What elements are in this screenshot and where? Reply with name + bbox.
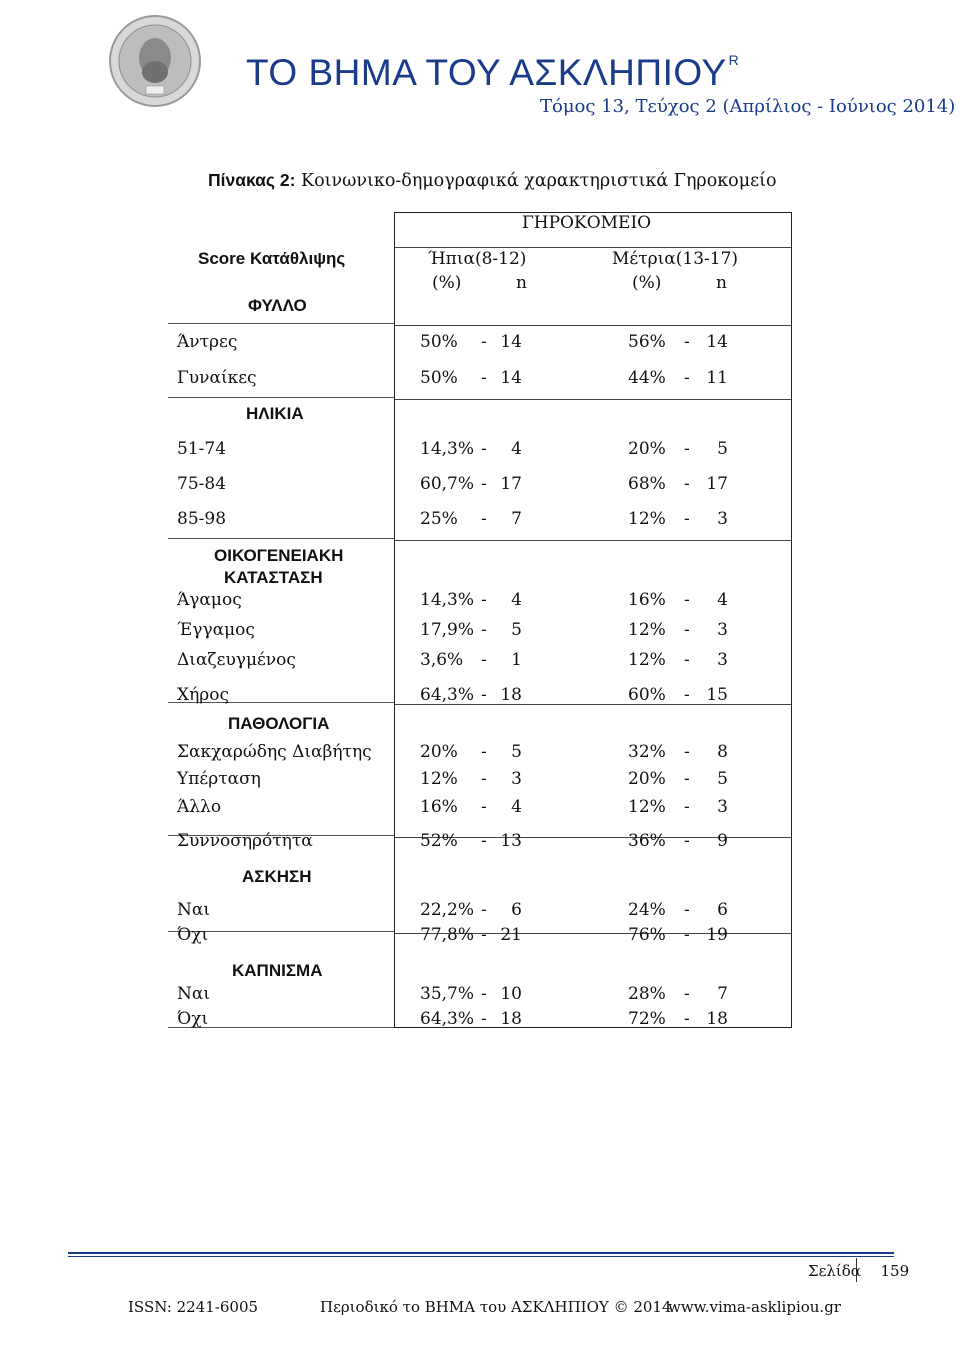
cell-dash: -	[481, 900, 487, 920]
cell-dash: -	[684, 831, 690, 851]
row-label: Σακχαρώδης Διαβήτης	[177, 742, 372, 762]
cell-dash: -	[684, 769, 690, 789]
cell-dash: -	[684, 620, 690, 640]
footer-rule	[68, 1256, 894, 1257]
left-divider	[168, 538, 394, 539]
page-label: Σελίδα	[808, 1262, 861, 1280]
cell-n-mild: 13	[500, 831, 522, 851]
cell-dash: -	[684, 685, 690, 705]
cell-dash: -	[481, 742, 487, 762]
cell-pct-mild: 64,3%	[420, 685, 475, 705]
row-label: Γυναίκες	[177, 368, 257, 388]
cell-dash: -	[481, 769, 487, 789]
cell-n-mild: 18	[500, 685, 522, 705]
row-label: Υπέρταση	[177, 769, 261, 789]
cell-pct-mild: 3,6%	[420, 650, 464, 670]
cell-n-moderate: 3	[717, 620, 728, 640]
cell-dash: -	[684, 797, 690, 817]
cell-n-moderate: 11	[706, 368, 728, 388]
cell-dash: -	[684, 332, 690, 352]
cell-n-moderate: 3	[717, 797, 728, 817]
cell-n-mild: 18	[500, 1009, 522, 1029]
cell-n-mild: 4	[511, 590, 522, 610]
cell-pct-moderate: 72%	[628, 1009, 666, 1029]
cell-n-mild: 21	[500, 925, 522, 945]
cell-dash: -	[481, 650, 487, 670]
cell-n-mild: 7	[511, 509, 522, 529]
cell-pct-moderate: 12%	[628, 650, 666, 670]
row-label: Χήρος	[177, 685, 230, 705]
cell-dash: -	[481, 1009, 487, 1029]
cell-pct-moderate: 24%	[628, 900, 666, 920]
journal-title-text: ΤΟ ΒΗΜΑ ΤΟΥ ΑΣΚΛΗΠΙΟΥ	[246, 52, 727, 93]
section-family-2: ΚΑΤΑΣΤΑΣΗ	[224, 568, 323, 587]
section-smoking: ΚΑΠΝΙΣΜΑ	[232, 961, 323, 980]
cell-pct-mild: 25%	[420, 509, 458, 529]
cell-n-moderate: 5	[717, 769, 728, 789]
page-number	[808, 1262, 909, 1280]
cell-pct-mild: 14,3%	[420, 590, 475, 610]
cell-dash: -	[481, 509, 487, 529]
cell-pct-moderate: 68%	[628, 474, 666, 494]
score-label: Score Κατάθλιψης	[198, 249, 346, 268]
cell-n-moderate: 8	[717, 742, 728, 762]
section-sex: ΦΥΛΛΟ	[248, 296, 307, 315]
section-pathology: ΠΑΘΟΛΟΓΙΑ	[228, 714, 330, 733]
cell-n-mild: 1	[511, 650, 522, 670]
cell-pct-mild: 35,7%	[420, 984, 475, 1004]
cell-n-mild: 14	[500, 332, 522, 352]
cell-pct-mild: 60,7%	[420, 474, 475, 494]
row-label: Συννοσηρότητα	[177, 831, 313, 851]
cell-pct-mild: 50%	[420, 368, 458, 388]
cell-pct-mild: 52%	[420, 831, 458, 851]
group-header: ΓΗΡΟΚΟΜΕΙΟ	[522, 213, 652, 233]
row-label: Ναι	[177, 984, 211, 1004]
row-label: Άλλο	[177, 797, 222, 817]
row-divider	[395, 399, 791, 400]
row-label: 85-98	[177, 509, 227, 529]
cell-n-mild: 6	[511, 900, 522, 920]
left-divider	[168, 397, 394, 398]
cell-dash: -	[481, 831, 487, 851]
cell-dash: -	[481, 925, 487, 945]
cell-n-mild: 3	[511, 769, 522, 789]
cell-n-moderate: 17	[706, 474, 728, 494]
cell-n-moderate: 6	[717, 900, 728, 920]
cell-n-moderate: 19	[706, 925, 728, 945]
cell-dash: -	[684, 439, 690, 459]
caption-label: Πίνακας 2:	[208, 170, 296, 190]
cell-pct-mild: 16%	[420, 797, 458, 817]
cell-pct-moderate: 20%	[628, 439, 666, 459]
row-label: 51-74	[177, 439, 227, 459]
cell-pct-mild: 64,3%	[420, 1009, 475, 1029]
cell-dash: -	[481, 474, 487, 494]
cell-n-mild: 14	[500, 368, 522, 388]
journal-logo	[108, 14, 202, 108]
cell-pct-moderate: 12%	[628, 620, 666, 640]
cell-pct-mild: 50%	[420, 332, 458, 352]
cell-dash: -	[684, 509, 690, 529]
cell-pct-moderate: 32%	[628, 742, 666, 762]
cell-dash: -	[684, 590, 690, 610]
row-label: Όχι	[177, 1009, 209, 1029]
row-label: Όχι	[177, 925, 209, 945]
row-divider	[395, 540, 791, 541]
col1-n-header: n	[516, 273, 527, 293]
cell-pct-mild: 77,8%	[420, 925, 475, 945]
cell-dash: -	[481, 368, 487, 388]
cell-dash: -	[481, 590, 487, 610]
cell-dash: -	[481, 439, 487, 459]
col2-title: Μέτρια(13-17)	[612, 249, 739, 269]
row-label: Άγαμος	[177, 590, 242, 610]
header-bottom-divider	[395, 325, 791, 326]
cell-pct-moderate: 12%	[628, 509, 666, 529]
cell-dash: -	[684, 474, 690, 494]
footer-issn: ISSN: 2241-6005	[128, 1298, 259, 1316]
cell-n-moderate: 14	[706, 332, 728, 352]
cell-dash: -	[481, 332, 487, 352]
cell-n-moderate: 3	[717, 509, 728, 529]
cell-n-moderate: 4	[717, 590, 728, 610]
cell-n-mild: 5	[511, 742, 522, 762]
table-caption	[208, 170, 777, 191]
cell-dash: -	[481, 797, 487, 817]
cell-n-mild: 10	[500, 984, 522, 1004]
cell-pct-mild: 17,9%	[420, 620, 475, 640]
cell-pct-moderate: 20%	[628, 769, 666, 789]
cell-pct-mild: 14,3%	[420, 439, 475, 459]
section-age: ΗΛΙΚΙΑ	[246, 404, 304, 423]
page-number-value: 159	[880, 1262, 910, 1280]
registered-mark: R	[728, 52, 740, 68]
col1-pct-header: (%)	[432, 273, 462, 293]
col2-n-header: n	[716, 273, 727, 293]
cell-pct-moderate: 12%	[628, 797, 666, 817]
cell-n-moderate: 5	[717, 439, 728, 459]
row-label: Διαζευγμένος	[177, 650, 296, 670]
row-label: Έγγαμος	[177, 620, 255, 640]
cell-pct-mild: 20%	[420, 742, 458, 762]
cell-n-moderate: 7	[717, 984, 728, 1004]
cell-pct-moderate: 60%	[628, 685, 666, 705]
col2-pct-header: (%)	[632, 273, 662, 293]
cell-pct-moderate: 76%	[628, 925, 666, 945]
cell-n-mild: 5	[511, 620, 522, 640]
cell-dash: -	[684, 368, 690, 388]
cell-pct-mild: 12%	[420, 769, 458, 789]
caption-text: Κοινωνικο-δημογραφικά χαρακτηριστικά Γηροκομείο	[295, 171, 777, 191]
row-label: Άντρες	[177, 332, 238, 352]
cell-pct-moderate: 56%	[628, 332, 666, 352]
col1-title: Ήπια(8-12)	[428, 249, 527, 269]
cell-dash: -	[481, 685, 487, 705]
cell-n-moderate: 15	[706, 685, 728, 705]
cell-pct-moderate: 36%	[628, 831, 666, 851]
footer-journal: Περιοδικό το ΒΗΜΑ του ΑΣΚΛΗΠΙΟΥ © 2014	[320, 1298, 672, 1316]
cell-pct-moderate: 44%	[628, 368, 666, 388]
cell-dash: -	[481, 620, 487, 640]
journal-title	[246, 52, 739, 94]
cell-pct-mild: 22,2%	[420, 900, 475, 920]
cell-dash: -	[684, 925, 690, 945]
section-family: ΟΙΚΟΓΕΝΕΙΑΚΗ	[214, 546, 344, 565]
cell-dash: -	[684, 650, 690, 670]
cell-dash: -	[684, 1009, 690, 1029]
row-label: 75-84	[177, 474, 227, 494]
cell-n-mild: 4	[511, 797, 522, 817]
issue-info: Τόμος 13, Τεύχος 2 (Απρίλιος - Ιούνιος 2014)	[540, 96, 956, 117]
cell-dash: -	[684, 984, 690, 1004]
cell-n-moderate: 3	[717, 650, 728, 670]
row-label: Ναι	[177, 900, 211, 920]
left-divider	[168, 323, 394, 324]
cell-pct-moderate: 28%	[628, 984, 666, 1004]
cell-dash: -	[684, 742, 690, 762]
cell-n-moderate: 18	[706, 1009, 728, 1029]
section-exercise: ΑΣΚΗΣΗ	[242, 867, 312, 886]
cell-n-mild: 4	[511, 439, 522, 459]
cell-dash: -	[481, 984, 487, 1004]
footer-website: www.vima-asklipiou.gr	[668, 1298, 841, 1316]
cell-dash: -	[684, 900, 690, 920]
footer-rule	[68, 1252, 894, 1254]
cell-n-moderate: 9	[717, 831, 728, 851]
cell-pct-moderate: 16%	[628, 590, 666, 610]
cell-n-mild: 17	[500, 474, 522, 494]
